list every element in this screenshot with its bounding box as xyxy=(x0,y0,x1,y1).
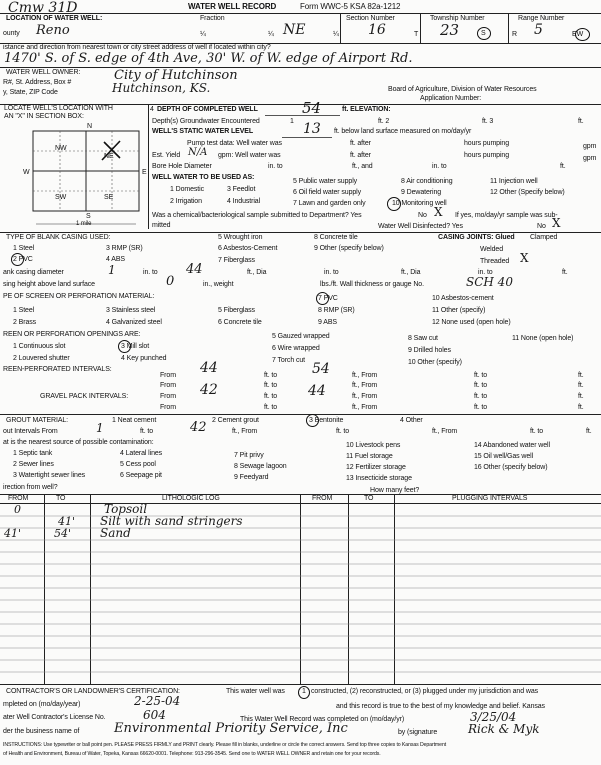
casing-in-to-2: in. to xyxy=(324,269,339,276)
groundwater-label: Depth(s) Groundwater Encountered xyxy=(152,118,260,125)
screen-stainless: 3 Stainless steel xyxy=(106,307,156,314)
gravel-ft-to-3: ft. to xyxy=(264,404,278,411)
perf-ft-to-4: ft. to xyxy=(474,382,488,389)
township-label: Township Number xyxy=(430,15,485,22)
range-prefix: R xyxy=(512,31,517,38)
screen-none: 12 None used (open hole) xyxy=(432,319,511,326)
groundwater-3: ft. 3 xyxy=(482,118,494,125)
perf-from: From xyxy=(160,372,176,379)
grout-bentonite: 3 Bentonite xyxy=(309,417,344,424)
cert-text-4: This Water Well Record was completed on (mo/day/yr) xyxy=(240,716,405,723)
log-row-3-to: 54' xyxy=(54,527,72,540)
contam-livestock: 10 Livestock pens xyxy=(346,442,401,449)
disinfect-label: Water Well Disinfected? Yes xyxy=(378,223,463,230)
perforated-label: REEN-PERFORATED INTERVALS: xyxy=(3,366,112,373)
gravel-ft-from: ft., From xyxy=(352,393,378,400)
gravel-from: From xyxy=(160,393,176,400)
yield-value: N/A xyxy=(188,147,208,158)
depth-value: 54 xyxy=(302,99,322,117)
casing-weight: in., weight xyxy=(203,281,234,288)
wall-thickness-label: lbs./ft. Wall thickness or gauge No. xyxy=(320,281,424,288)
log-from2-header: FROM xyxy=(312,495,333,502)
open-key-punched: 4 Key punched xyxy=(121,355,167,362)
contam-insecticide: 13 Insecticide storage xyxy=(346,475,412,482)
use-air-conditioning: 8 Air conditioning xyxy=(401,178,453,185)
contam-septic: 1 Septic tank xyxy=(13,450,53,457)
perf-ft-from: ft., From xyxy=(352,372,378,379)
business-label: der the business name of xyxy=(3,728,80,735)
contam-cess: 5 Cess pool xyxy=(120,461,156,468)
chem-no: No xyxy=(418,212,427,219)
log-from-header: FROM xyxy=(8,495,29,502)
form-number: Form WWC-5 xyxy=(300,2,348,11)
township-prefix: T xyxy=(414,31,419,38)
grout-ft-to-3: ft. to xyxy=(530,428,544,435)
casing-height-label: sing height above land surface xyxy=(3,281,95,288)
log-lithologic-header: LITHOLOGIC LOG xyxy=(162,495,220,502)
section-label: Section Number xyxy=(346,15,395,22)
city-value: Hutchinson, KS. xyxy=(112,81,211,95)
mile-scale-label: 1 mile xyxy=(76,221,92,227)
gravel-ft-2: ft. xyxy=(578,404,584,411)
grout-ft-to: ft. to xyxy=(140,428,154,435)
casing-steel: 1 Steel xyxy=(13,245,35,252)
chem-mitted: mitted xyxy=(152,222,171,229)
instructions-line-2: of Health and Environment, Bureau of Water, Topeka, Kansas 66620-0001. Telephone: 913-296-3545. Send one to WATER WELL OWNER and retain one for your records. xyxy=(3,751,381,757)
grout-ft-to-2: ft. to xyxy=(336,428,350,435)
use-industrial: 4 Industrial xyxy=(227,198,261,205)
gravel-ft-to-2: ft. to xyxy=(474,393,488,400)
log-row-2-to: 41' xyxy=(58,515,76,528)
perf-ft-to-3: ft. to xyxy=(264,382,278,389)
range-label: Range Number xyxy=(518,15,565,22)
disinfect-no: No xyxy=(537,223,546,230)
static-level-suffix: ft. below land surface measured on mo/day/yr xyxy=(334,128,472,135)
locate-label-2: AN "X" IN SECTION BOX: xyxy=(4,113,84,120)
casing-asbestos: 6 Asbestos-Cement xyxy=(218,245,278,252)
completed-label: mpleted on (mo/day/year) xyxy=(3,701,81,708)
application-number-label: Application Number: xyxy=(420,95,482,102)
gravel-from-value: 42 xyxy=(200,382,218,398)
screen-steel: 1 Steel xyxy=(13,307,35,314)
contam-oilgas: 15 Oil well/Gas well xyxy=(474,453,534,460)
cert-text-1: This water well was xyxy=(226,688,285,695)
casing-ft-dia: ft., Dia xyxy=(247,269,267,276)
casing-in-to: in. to xyxy=(143,269,158,276)
groundwater-1: 1 xyxy=(290,118,294,125)
sw-label: SW xyxy=(55,194,67,201)
gravel-from-2: From xyxy=(160,404,176,411)
cert-label: CONTRACTOR'S OR LANDOWNER'S CERTIFICATION: xyxy=(6,688,180,695)
open-other: 10 Other (specify) xyxy=(408,359,462,366)
screen-concrete: 6 Concrete tile xyxy=(218,319,262,326)
static-level-label: WELL'S STATIC WATER LEVEL xyxy=(152,128,254,135)
grout-from-value: 1 xyxy=(96,421,104,435)
use-feedlot: 3 Feedlot xyxy=(227,186,256,193)
casing-ft-3: ft. xyxy=(562,269,568,276)
pump-hours: hours pumping xyxy=(464,140,510,147)
contam-seepage: 6 Seepage pit xyxy=(120,472,162,479)
groundwater-end: ft. xyxy=(578,118,584,125)
grout-neat-cement: 1 Neat cement xyxy=(112,417,157,424)
yield-mid: gpm: Well water was xyxy=(218,152,281,159)
casing-label: TYPE OF BLANK CASING USED: xyxy=(6,234,111,241)
gravel-label: GRAVEL PACK INTERVALS: xyxy=(40,393,129,400)
casing-concrete: 8 Concrete tile xyxy=(314,234,358,241)
contam-feedyard: 9 Feedyard xyxy=(234,474,269,481)
casing-threaded: Threaded xyxy=(480,258,510,265)
chem-if-yes: If yes, mo/day/yr sample was sub- xyxy=(455,212,558,219)
township-value: 23 xyxy=(440,21,460,39)
casing-pvc: 2 PVC xyxy=(13,256,33,263)
use-domestic: 1 Domestic xyxy=(170,186,205,193)
screen-abs: 9 ABS xyxy=(318,319,337,326)
open-saw-cut: 8 Saw cut xyxy=(408,335,438,342)
cert-text-3: and this record is true to the best of my knowledge and belief. Kansas xyxy=(336,703,545,710)
cert-constructed-number: 1 xyxy=(302,688,306,695)
casing-diameter-label: ank casing diameter xyxy=(3,269,64,276)
distance-label: istance and direction from nearest town or city street address of well if located within city? xyxy=(3,44,271,51)
screen-asbestos: 10 Asbestos-cement xyxy=(432,295,494,302)
quarter-mark: ¼ xyxy=(200,31,206,38)
wall-thickness-value: SCH 40 xyxy=(466,275,513,289)
open-drilled-holes: 9 Drilled holes xyxy=(408,347,451,354)
casing-fiberglass: 7 Fiberglass xyxy=(218,257,255,264)
screen-fiberglass: 5 Fiberglass xyxy=(218,307,255,314)
south-label: S xyxy=(86,213,91,220)
fraction-value: NE xyxy=(283,22,306,38)
groundwater-2: ft. 2 xyxy=(378,118,390,125)
use-other: 12 Other (Specify below) xyxy=(490,189,565,196)
gravel-ft-from-2: ft., From xyxy=(352,404,378,411)
log-row-3-desc: Sand xyxy=(100,526,131,540)
static-level-value: 13 xyxy=(303,121,321,137)
how-many-feet: How many feet? xyxy=(370,487,420,494)
casing-wrought-iron: 5 Wrought iron xyxy=(218,234,263,241)
nw-label: NW xyxy=(55,145,67,152)
log-row-2-desc: Silt with sand stringers xyxy=(100,514,243,528)
township-direction: S xyxy=(481,30,486,37)
grout-intervals-label: out Intervals From xyxy=(3,428,58,435)
ne-label: NE xyxy=(104,153,114,160)
owner-label: WATER WELL OWNER: xyxy=(6,69,81,76)
use-oilfield: 6 Oil field water supply xyxy=(293,189,362,196)
bore-and: ft., and xyxy=(352,163,373,170)
completed-value: 2-25-04 xyxy=(134,694,181,708)
screen-pvc: 7 PVC xyxy=(318,295,338,302)
section-value: 16 xyxy=(368,22,386,38)
casing-clamped: Clamped xyxy=(530,234,558,241)
instructions-line-1: INSTRUCTIONS: Use typewriter or ball point pen. PLEASE PRESS FIRMLY and PRINT clearly. Please fill in blanks, underline or circle the correct answers. Send top three copies to Kansas Department xyxy=(3,742,447,748)
screen-galvanized: 4 Galvanized steel xyxy=(106,319,162,326)
casing-welded: Welded xyxy=(480,246,504,253)
use-lawn: 7 Lawn and garden only xyxy=(293,200,366,207)
locate-label: LOCATE WELL'S LOCATION WITH xyxy=(4,105,113,112)
casing-diameter-value: 1 xyxy=(108,263,116,277)
open-mill-slot: 3 Mill slot xyxy=(121,343,150,350)
gravel-ft-to: ft. to xyxy=(264,393,278,400)
open-wire-wrapped: 6 Wire wrapped xyxy=(272,345,320,352)
use-public: 5 Public water supply xyxy=(293,178,358,185)
fraction-label: Fraction xyxy=(200,15,225,22)
cert-text-2: constructed, (2) reconstructed, or (3) plugged under my jurisdiction and was xyxy=(311,688,539,695)
quarter-mark: ¼ xyxy=(268,31,274,38)
range-value: 5 xyxy=(534,22,543,38)
depth-unit: ft. ELEVATION: xyxy=(342,106,391,113)
open-torch-cut: 7 Torch cut xyxy=(272,357,306,364)
handwritten-form-id: Cmw 31D xyxy=(8,0,78,16)
item-number: 4 xyxy=(150,106,154,113)
openings-label: REEN OR PERFORATION OPENINGS ARE: xyxy=(3,331,141,338)
open-none: 11 None (open hole) xyxy=(512,335,574,342)
contam-abandoned: 14 Abandoned water well xyxy=(474,442,550,449)
use-irrigation: 2 Irrigation xyxy=(170,198,202,205)
county-label: ounty xyxy=(3,30,20,37)
form-title: WATER WELL RECORD xyxy=(188,2,277,11)
gravel-ft-to-4: ft. to xyxy=(474,404,488,411)
grout-ft-end: ft. xyxy=(586,428,592,435)
pump-ft-after: ft. after xyxy=(350,140,371,147)
west-label: W xyxy=(23,169,30,176)
license-label: ater Well Contractor's License No. xyxy=(3,714,106,721)
business-value: Environmental Priority Service, Inc xyxy=(114,721,348,736)
casing-other: 9 Other (specify below) xyxy=(314,245,384,252)
board-label: Board of Agriculture, Division of Water Resources xyxy=(388,86,537,93)
signature-value: Rick & Myk xyxy=(468,722,540,736)
open-continuous-slot: 1 Continuous slot xyxy=(13,343,66,350)
casing-in-to-3: in. to xyxy=(478,269,493,276)
record-date-value: 3/25/04 xyxy=(470,710,517,724)
open-gauzed: 5 Gauzed wrapped xyxy=(272,333,330,340)
use-dewatering: 9 Dewatering xyxy=(401,189,442,196)
chem-question: Was a chemical/bacteriological sample submitted to Department? Yes xyxy=(152,212,362,219)
casing-joints-label: CASING JOINTS: Glued xyxy=(438,234,515,241)
distance-value: 1470' S. of S. edge of 4th Ave, 30' W. of W. edge of Airport Rd. xyxy=(4,51,413,66)
screen-brass: 2 Brass xyxy=(13,319,37,326)
log-to-header: TO xyxy=(56,495,66,502)
contam-fertilizer: 12 Fertilizer storage xyxy=(346,464,406,471)
perf-ft-to-2: ft. to xyxy=(474,372,488,379)
contam-fuel: 11 Fuel storage xyxy=(346,453,393,460)
screen-other: 11 Other (specify) xyxy=(432,307,486,314)
range-direction: EW xyxy=(572,31,584,38)
perf-to-value: 54 xyxy=(312,361,330,377)
grout-ft-from-2: ft., From xyxy=(432,428,458,435)
city-label: y, State, ZIP Code xyxy=(3,89,58,96)
address-label: R#, St. Address, Box # xyxy=(3,79,72,86)
gravel-ft: ft. xyxy=(578,393,584,400)
water-well-record-form: Cmw 31D WATER WELL RECORD Form WWC-5 KSA 82a-1212 LOCATION OF WATER WELL: Fraction Section Number Township Number Range Number ounty Reno ¼ ¼ NE ¼ 16 T 23 S R 5 EW istance and direction from nearest town or city street address of well if located within city? 1470' S. of S. edge of 4th Ave, 30' W. of W. edge of Airport Rd. WATER WELL OWNER: City of Hutchinson R#, St. Address, Box # y, State, ZIP Code Hutchinson, KS. Board of Agriculture, Division of Water Resources Application Number: LOCATE WELL'S LOCATION WITH AN "X" IN SECTION BOX: N S W E NW NE SW SE 1 mile 4 DEPTH OF COMPLETED WELL 54 ft. ELEVATION: Depth(s) Groundwater Encountered 1 ft. 2 ft. 3 ft. WELL'S STATIC WATER LEVEL 13 ft. below land surface measured on mo/day/yr Pump test data: Well water was ft. after hours pumping gpm Est. Yield N/A gpm: Well water was ft. after hours pumping gpm Bore Hole Diameter in. to ft., and in. to ft. WELL WATER TO BE USED AS: 1 Domestic 2 Irrigation 3 Feedlot 4 Industrial 5 Public water supply 6 Oil field water supply 7 Lawn and garden only 8 Air conditioning 9 Dewatering 10 Monitoring well 11 Injection well 12 Other (Specify below) Was a chemical/bacteriological sample submitted to Department? Yes No X If yes, mo/day/yr sample was sub- mitted Water Well Disinfected? Yes No X TYPE OF BLANK CASING USED: 1 Steel 2 PVC 3 RMP (SR) 4 ABS 5 Wrought iron 6 Asbestos-Cement 7 Fiberglass 8 Concrete tile 9 Other (specify below) CASING JOINTS: Glued Clamped Welded Threaded X ank casing diameter 1 in. to 44 ft., Dia in. to ft., Dia in. to ft. sing height above land surface 0 in., weight lbs./ft. Wall thickness or gauge No. SCH 40 PE OF SCREEN OR PERFORATION MATERIAL: 1 Steel 2 Brass 3 Stainless steel 4 Galvanized steel 5 Fiberglass 6 Concrete tile 7 PVC 8 RMP (SR) 9 ABS 10 Asbestos-cement 11 Other (specify) 12 None used (open hole) REEN OR PERFORATION OPENINGS ARE: 1 Continuous slot 2 Louvered shutter 3 Mill slot 4 Key punched 5 Gauzed wrapped 6 Wire wrapped 7 Torch cut 8 Saw cut 9 Drilled holes 10 Other (specify) 11 None (open hole) REEN-PERFORATED INTERVALS: From 44 ft. to 54 ft., From ft. to ft. From ft. to ft., From ft. to ft. GRAVEL PACK INTERVALS: From 42 ft. to 44 ft., From ft. to ft. From ft. to ft., From ft. to ft. GROUT MATERIAL: 1 Neat cement 2 Cement grout 3 Bentonite 4 Other out Intervals From 1 ft. to 42 ft., From ft. to ft., From ft. to ft. at is the nearest source of possible contamination: 1 Septic tank 2 Sewer lines 3 Watertight sewer lines 4 Lateral lines 5 Cess pool 6 Seepage pit 7 Pit privy 8 Sewage lagoon 9 Feedyard 10 Livestock pens 11 Fuel storage 12 Fertilizer storage 13 Insecticide storage 14 Abandoned water well 15 Oil well/Gas well 16 Other (specify below) How many feet? irection from well? FROM TO LITHOLOGIC LOG FROM TO PLUGGING INTERVALS 0 Topsoil 41' Silt with sand stringers 41' 54' Sand CONTRACTOR'S OR LANDOWNER'S CERTIFICATION: This water well was 1 constructed, (2) reconstructed, or (3) plugged under my jurisdiction and was mpleted on (mo/day/year) 2-25-04 and this record is true to the best of my knowledge and belief. Kansas ater Well Contractor's License No. 604 This Water Well Record was completed on (mo/day/yr) 3/25/04 der the business name of Environmental Priority Service, Inc by (signature Rick & Myk INSTRUCTIONS: Use typewriter or ball point pen. PLEASE PRESS FIRMLY and PRINT clearly. Please fill in blanks, underline or circle the correct answers. Send top three copies to Kansas Department of Health and Environment, Bureau of Water, Topeka, Kansas 66620-0001. Telephone: 913-296-3545. Send one to WATER WELL OWNER and retain one for your records. xyxy=(0,0,601,765)
bore-in-to: in. to xyxy=(268,163,283,170)
bore-label: Bore Hole Diameter xyxy=(152,163,212,170)
use-monitoring-well: 10 Monitoring well xyxy=(392,200,447,207)
use-injection: 11 Injection well xyxy=(490,178,538,185)
yield-gpm: gpm xyxy=(583,155,597,162)
grout-ft-from: ft., From xyxy=(232,428,258,435)
log-row-3-from: 41' xyxy=(4,527,22,540)
log-row-1-from: 0 xyxy=(14,503,21,516)
contamination-label: at is the nearest source of possible contamination: xyxy=(3,439,154,446)
grout-to-value: 42 xyxy=(190,420,207,435)
casing-abs: 4 ABS xyxy=(106,256,125,263)
county-value: Reno xyxy=(36,23,70,38)
perf-ft: ft. xyxy=(578,372,584,379)
casing-to-value: 44 xyxy=(186,262,203,277)
license-value: 604 xyxy=(143,708,166,722)
open-louvered: 2 Louvered shutter xyxy=(13,355,70,362)
signature-label: by (signature xyxy=(398,729,438,736)
perf-from-2: From xyxy=(160,382,176,389)
screen-label: PE OF SCREEN OR PERFORATION MATERIAL: xyxy=(3,293,155,300)
owner-value: City of Hutchinson xyxy=(114,68,238,83)
contam-other: 16 Other (specify below) xyxy=(474,464,548,471)
se-label: SE xyxy=(104,194,114,201)
contam-pit-privy: 7 Pit privy xyxy=(234,452,264,459)
depth-label: DEPTH OF COMPLETED WELL xyxy=(157,106,258,113)
contam-watertight: 3 Watertight sewer lines xyxy=(13,472,86,479)
grout-cement-grout: 2 Cement grout xyxy=(212,417,259,424)
casing-ft-dia-2: ft., Dia xyxy=(401,269,421,276)
location-label: LOCATION OF WATER WELL: xyxy=(6,15,103,22)
use-label: WELL WATER TO BE USED AS: xyxy=(152,174,255,181)
grout-label: GROUT MATERIAL: xyxy=(6,417,69,424)
log-to2-header: TO xyxy=(364,495,374,502)
screen-rmp: 8 RMP (SR) xyxy=(318,307,355,314)
gravel-to-value: 44 xyxy=(308,383,326,399)
log-plugging-header: PLUGGING INTERVALS xyxy=(452,495,528,502)
contam-sewer: 2 Sewer lines xyxy=(13,461,54,468)
pump-test-label: Pump test data: Well water was xyxy=(187,140,282,147)
yield-hours: hours pumping xyxy=(464,152,510,159)
log-row-1-desc: Topsoil xyxy=(104,502,148,516)
perf-from-value: 44 xyxy=(200,360,218,376)
direction-from-well: irection from well? xyxy=(3,484,58,491)
east-label: E xyxy=(142,169,147,176)
north-label: N xyxy=(87,123,92,130)
yield-ft-after: ft. after xyxy=(350,152,371,159)
quarter-mark: ¼ xyxy=(333,31,339,38)
contam-lagoon: 8 Sewage lagoon xyxy=(234,463,287,470)
grout-other: 4 Other xyxy=(400,417,423,424)
perf-ft-to: ft. to xyxy=(264,372,278,379)
bore-ft: ft. xyxy=(560,163,566,170)
bore-in-to-2: in. to xyxy=(432,163,447,170)
yield-label: Est. Yield xyxy=(152,152,181,159)
perf-ft-2: ft. xyxy=(578,382,584,389)
ksa-number: KSA 82a-1212 xyxy=(350,2,401,11)
contam-lateral: 4 Lateral lines xyxy=(120,450,163,457)
pump-gpm: gpm xyxy=(583,143,597,150)
perf-ft-from-2: ft., From xyxy=(352,382,378,389)
casing-rmp: 3 RMP (SR) xyxy=(106,245,143,252)
casing-height-value: 0 xyxy=(166,274,175,289)
